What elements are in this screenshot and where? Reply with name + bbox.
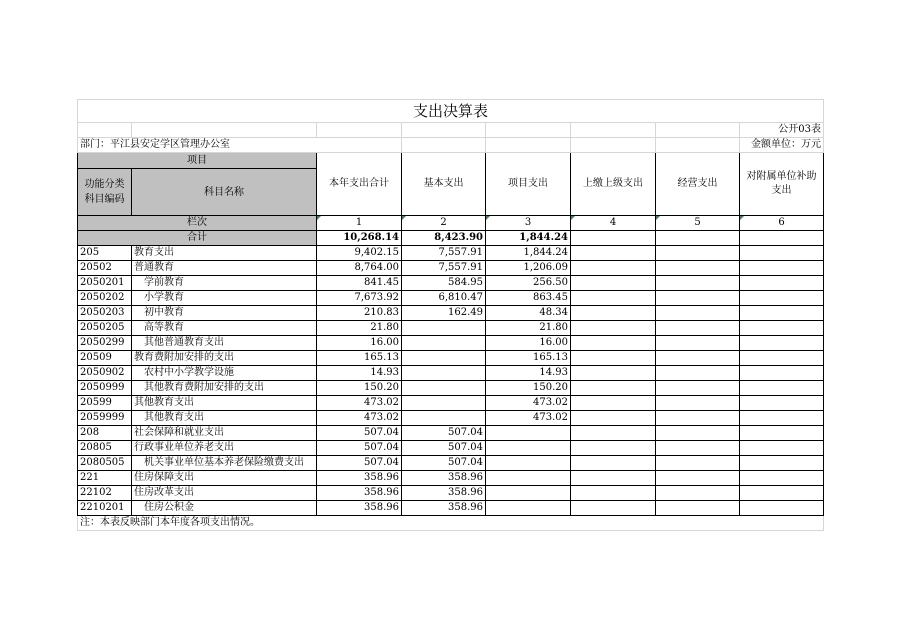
total-value: 1,844.24 xyxy=(486,231,571,246)
row-value: 473.02 xyxy=(486,396,571,411)
table-body xyxy=(78,246,824,516)
total-value: 8,423.90 xyxy=(402,231,486,246)
row-value xyxy=(571,411,656,426)
row-value: 21.80 xyxy=(317,321,402,336)
row-value: 473.02 xyxy=(317,411,402,426)
row-value xyxy=(402,381,486,396)
table-row xyxy=(78,246,824,261)
row-value: 8,764.00 xyxy=(317,261,402,276)
column-index: 5 xyxy=(656,216,740,231)
row-value xyxy=(571,291,656,306)
row-value xyxy=(571,441,656,456)
row-value xyxy=(656,351,740,366)
row-value: 48.34 xyxy=(486,306,571,321)
total-value xyxy=(571,231,656,246)
row-value xyxy=(571,246,656,261)
row-value xyxy=(571,396,656,411)
table-row xyxy=(78,351,824,366)
table-note: 注：本表反映部门本年度各项支出情况。 xyxy=(78,516,824,531)
row-value xyxy=(740,306,824,321)
row-value xyxy=(402,321,486,336)
expenditure-table xyxy=(77,99,824,531)
row-value xyxy=(571,471,656,486)
row-value xyxy=(656,456,740,471)
row-value xyxy=(656,276,740,291)
total-value xyxy=(740,231,824,246)
row-value xyxy=(571,306,656,321)
row-value xyxy=(740,486,824,501)
table-row xyxy=(78,336,824,351)
row-name: 行政事业单位养老支出 xyxy=(132,441,317,456)
row-value: 358.96 xyxy=(317,486,402,501)
row-value xyxy=(571,486,656,501)
expenditure-sheet xyxy=(77,99,824,531)
row-value: 358.96 xyxy=(402,486,486,501)
row-value xyxy=(740,276,824,291)
row-value xyxy=(486,456,571,471)
header-project: 项目 xyxy=(78,153,317,169)
table-row xyxy=(78,456,824,471)
column-index: 6 xyxy=(740,216,824,231)
row-value: 358.96 xyxy=(317,471,402,486)
header-col-3: 项目支出 xyxy=(486,153,571,216)
row-value xyxy=(656,291,740,306)
row-value xyxy=(740,351,824,366)
row-value xyxy=(571,276,656,291)
header-col-2: 基本支出 xyxy=(402,153,486,216)
row-value: 14.93 xyxy=(317,366,402,381)
row-name: 其他教育支出 xyxy=(132,396,317,411)
row-name: 住房保障支出 xyxy=(132,471,317,486)
row-code: 208 xyxy=(78,426,132,441)
row-value: 165.13 xyxy=(486,351,571,366)
row-value: 150.20 xyxy=(317,381,402,396)
table-row xyxy=(78,441,824,456)
row-value xyxy=(571,456,656,471)
row-value: 1,844.24 xyxy=(486,246,571,261)
row-value xyxy=(740,381,824,396)
row-value xyxy=(740,396,824,411)
row-name: 住房改革支出 xyxy=(132,486,317,501)
row-value xyxy=(740,456,824,471)
row-value: 507.04 xyxy=(317,441,402,456)
row-name: 住房公积金 xyxy=(132,501,317,516)
row-name: 机关事业单位基本养老保险缴费支出 xyxy=(132,456,317,471)
row-code: 20599 xyxy=(78,396,132,411)
row-value xyxy=(571,321,656,336)
row-value: 584.95 xyxy=(402,276,486,291)
row-value: 9,402.15 xyxy=(317,246,402,261)
row-value xyxy=(656,306,740,321)
row-value xyxy=(486,501,571,516)
row-value xyxy=(656,336,740,351)
table-row xyxy=(78,471,824,486)
column-index: 3 xyxy=(486,216,571,231)
row-value xyxy=(740,366,824,381)
table-row xyxy=(78,366,824,381)
row-code: 2050203 xyxy=(78,306,132,321)
row-code: 2050201 xyxy=(78,276,132,291)
row-value: 507.04 xyxy=(402,456,486,471)
table-row xyxy=(78,426,824,441)
row-value xyxy=(402,396,486,411)
table-row xyxy=(78,321,824,336)
column-index: 4 xyxy=(571,216,656,231)
row-value xyxy=(571,501,656,516)
row-value: 256.50 xyxy=(486,276,571,291)
row-value xyxy=(656,486,740,501)
row-name: 农村中小学教学设施 xyxy=(132,366,317,381)
row-value: 165.13 xyxy=(317,351,402,366)
row-name: 其他普通教育支出 xyxy=(132,336,317,351)
row-code: 2050202 xyxy=(78,291,132,306)
row-value xyxy=(740,441,824,456)
row-code: 20502 xyxy=(78,261,132,276)
row-value xyxy=(740,471,824,486)
row-value: 507.04 xyxy=(317,426,402,441)
row-value xyxy=(402,351,486,366)
row-value xyxy=(740,291,824,306)
row-value: 473.02 xyxy=(317,396,402,411)
total-value: 10,268.14 xyxy=(317,231,402,246)
row-value xyxy=(402,336,486,351)
row-value xyxy=(486,426,571,441)
table-row xyxy=(78,411,824,426)
row-code: 22102 xyxy=(78,486,132,501)
row-value: 1,206.09 xyxy=(486,261,571,276)
row-value xyxy=(571,336,656,351)
row-value xyxy=(740,321,824,336)
row-value xyxy=(402,366,486,381)
row-value xyxy=(486,486,571,501)
header-col-4: 上缴上级支出 xyxy=(571,153,656,216)
row-value: 358.96 xyxy=(402,501,486,516)
row-name: 社会保障和就业支出 xyxy=(132,426,317,441)
row-value xyxy=(740,426,824,441)
row-value xyxy=(402,411,486,426)
page-title: 支出决算表 xyxy=(78,100,824,123)
table-row xyxy=(78,396,824,411)
table-row xyxy=(78,276,824,291)
total-row xyxy=(78,231,824,246)
row-value xyxy=(486,471,571,486)
row-value xyxy=(740,501,824,516)
row-code: 2050999 xyxy=(78,381,132,396)
column-index: 2 xyxy=(402,216,486,231)
row-value xyxy=(656,261,740,276)
row-value xyxy=(656,366,740,381)
row-value: 210.83 xyxy=(317,306,402,321)
column-index: 1 xyxy=(317,216,402,231)
row-name: 初中教育 xyxy=(132,306,317,321)
row-value: 7,557.91 xyxy=(402,246,486,261)
table-row xyxy=(78,261,824,276)
row-name: 高等教育 xyxy=(132,321,317,336)
row-code: 221 xyxy=(78,471,132,486)
row-value: 863.45 xyxy=(486,291,571,306)
header-col-1: 本年支出合计 xyxy=(317,153,402,216)
header-code: 功能分类 科目编码 xyxy=(78,169,132,216)
header-col-6: 对附属单位补助 支出 xyxy=(740,153,824,216)
table-row xyxy=(78,306,824,321)
row-value xyxy=(656,411,740,426)
row-value: 150.20 xyxy=(486,381,571,396)
row-value xyxy=(571,366,656,381)
unit-label: 金额单位：万元 xyxy=(740,138,824,153)
row-value xyxy=(571,351,656,366)
row-value: 358.96 xyxy=(402,471,486,486)
row-name: 小学教育 xyxy=(132,291,317,306)
row-value: 21.80 xyxy=(486,321,571,336)
header-col-5: 经营支出 xyxy=(656,153,740,216)
row-code: 2210201 xyxy=(78,501,132,516)
row-name: 教育支出 xyxy=(132,246,317,261)
row-value xyxy=(571,261,656,276)
row-value: 6,810.47 xyxy=(402,291,486,306)
row-value: 473.02 xyxy=(486,411,571,426)
row-code: 2050902 xyxy=(78,366,132,381)
row-value xyxy=(740,411,824,426)
row-name: 学前教育 xyxy=(132,276,317,291)
row-value xyxy=(656,396,740,411)
row-code: 20805 xyxy=(78,441,132,456)
row-value xyxy=(486,441,571,456)
row-value xyxy=(656,246,740,261)
table-row xyxy=(78,486,824,501)
row-code: 20509 xyxy=(78,351,132,366)
row-value xyxy=(656,426,740,441)
row-value xyxy=(656,321,740,336)
row-value: 507.04 xyxy=(402,441,486,456)
row-code: 205 xyxy=(78,246,132,261)
department-label: 部门：平江县安定学区管理办公室 xyxy=(78,138,402,153)
row-value: 7,673.92 xyxy=(317,291,402,306)
row-code: 2050205 xyxy=(78,321,132,336)
total-value xyxy=(656,231,740,246)
row-value: 507.04 xyxy=(317,456,402,471)
form-number: 公开03表 xyxy=(740,123,824,138)
row-value: 14.93 xyxy=(486,366,571,381)
row-code: 2080505 xyxy=(78,456,132,471)
row-name: 教育费附加安排的支出 xyxy=(132,351,317,366)
row-value xyxy=(656,381,740,396)
row-value xyxy=(740,261,824,276)
row-code: 2050299 xyxy=(78,336,132,351)
row-value: 162.49 xyxy=(402,306,486,321)
row-value xyxy=(656,471,740,486)
table-row xyxy=(78,291,824,306)
row-value: 16.00 xyxy=(486,336,571,351)
column-index-label: 栏次 xyxy=(78,216,317,231)
row-value xyxy=(740,336,824,351)
row-value xyxy=(571,381,656,396)
row-value xyxy=(656,441,740,456)
row-value: 507.04 xyxy=(402,426,486,441)
row-value xyxy=(740,246,824,261)
table-row xyxy=(78,501,824,516)
row-value xyxy=(571,426,656,441)
row-name: 普通教育 xyxy=(132,261,317,276)
table-row xyxy=(78,381,824,396)
row-name: 其他教育费附加安排的支出 xyxy=(132,381,317,396)
row-name: 其他教育支出 xyxy=(132,411,317,426)
row-value: 7,557.91 xyxy=(402,261,486,276)
total-label: 合计 xyxy=(78,231,317,246)
row-value: 841.45 xyxy=(317,276,402,291)
row-code: 2059999 xyxy=(78,411,132,426)
row-value: 358.96 xyxy=(317,501,402,516)
row-value: 16.00 xyxy=(317,336,402,351)
header-name: 科目名称 xyxy=(132,169,317,216)
row-value xyxy=(656,501,740,516)
